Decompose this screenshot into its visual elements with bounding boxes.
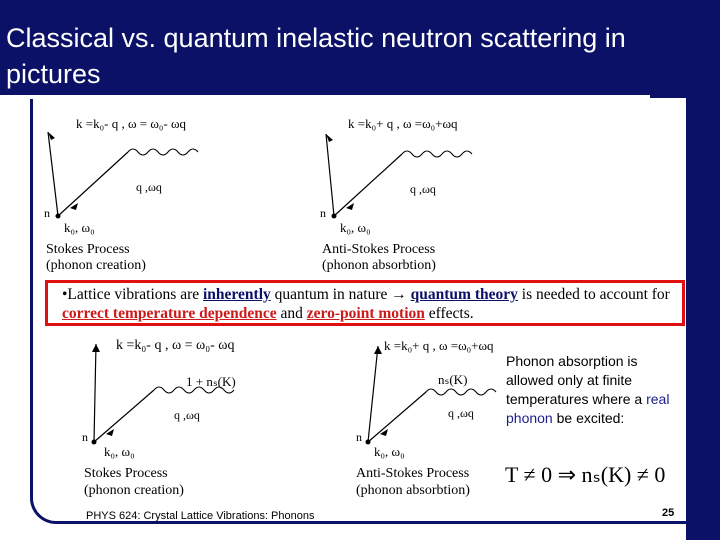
process-subtitle: (phonon creation) [46,258,146,273]
process-name: Anti-Stokes Process [356,466,470,481]
neutron-label: n [356,430,362,444]
inherently-emphasis: inherently [203,286,271,303]
page-number: 25 [662,507,675,519]
incident-label: k₀, ω₀ [104,444,135,459]
process-name: Stokes Process [84,466,168,481]
phonon-label: q ,ωq [136,180,162,194]
neutron-label: n [44,206,50,220]
equation: k =k₀+ q , ω =ω₀+ωq [348,116,458,131]
neutron-label: n [320,206,326,220]
diagram-anti-stokes-quantum [350,336,530,506]
text-part: •Lattice vibrations are [62,286,203,303]
diagram-stokes-quantum [76,336,336,506]
incident-label: k₀, ω₀ [64,220,95,235]
phonon-label: q ,ωq [174,408,200,422]
occupation-factor: nₛ(K) [438,372,468,387]
diagram-anti-stokes-classical [316,112,576,282]
text-part: is needed to account for [517,286,670,303]
phonon-absorption-note [506,352,686,428]
text-part: effects. [424,305,474,322]
diagram-stokes-classical [40,112,300,282]
process-subtitle: (phonon absorbtion) [322,258,436,273]
incident-label: k₀, ω₀ [374,444,405,459]
incident-label: k₀, ω₀ [340,220,371,235]
phonon-label: q ,ωq [448,406,474,420]
quantum-theory-emphasis: quantum theory [410,286,518,303]
real-phonon-term: real phonon [506,391,670,426]
footer-course-title: PHYS 624: Crystal Lattice Vibrations: Phonons [86,510,315,522]
occupation-factor: 1 + nₛ(K) [186,374,236,389]
temperature-condition-formula: T ≠ 0 ⇒ nₛ(K) ≠ 0 [505,462,666,487]
zero-point-emphasis: zero-point motion [306,305,425,322]
right-band [686,0,720,540]
process-subtitle: (phonon creation) [84,483,184,498]
slide-title: Classical vs. quantum inelastic neutron scattering in pictures [6,23,626,89]
title-underline [0,95,650,99]
process-name: Stokes Process [46,242,130,257]
note-text: be excited: [552,410,625,426]
text-part: quantum in nature → [270,286,411,303]
neutron-label: n [82,430,88,444]
correct-temperature-emphasis: correct temperature dependence [62,305,277,322]
highlight-box [45,280,685,326]
note-text: Phonon absorption is allowed only at finite temperatures where a [506,353,647,407]
equation: k =k₀- q , ω = ω₀- ωq [116,338,235,353]
process-name: Anti-Stokes Process [322,242,436,257]
equation: k =k₀- q , ω = ω₀- ωq [76,116,187,131]
process-subtitle: (phonon absorbtion) [356,483,470,498]
phonon-label: q ,ωq [410,182,436,196]
text-part: and [276,305,307,322]
equation: k =k₀+ q , ω =ω₀+ωq [384,338,494,353]
highlight-text [62,285,682,323]
